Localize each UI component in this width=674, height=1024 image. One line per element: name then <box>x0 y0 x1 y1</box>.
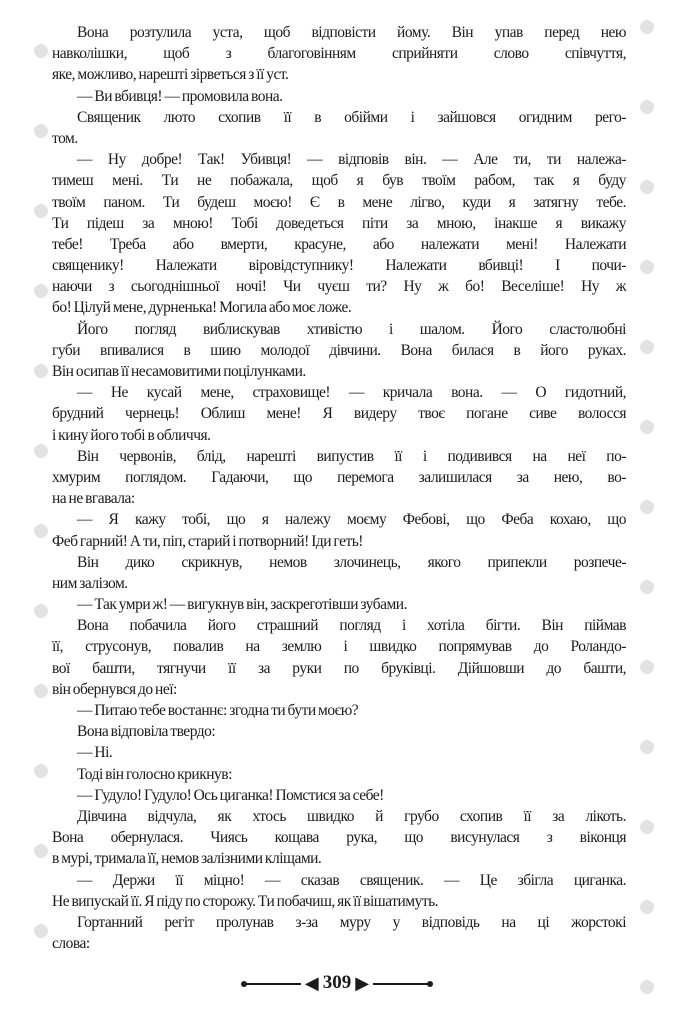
text-line: Не випускай її. Я піду по сторожу. Ти побачиш, як її вішатимуть. <box>52 892 439 910</box>
watermark-logo-icon <box>640 420 654 434</box>
watermark-logo-icon <box>34 924 48 938</box>
text-line: брудний чернець! Облиш мене! Я видеру твоє погане сиве волосся <box>52 405 626 423</box>
text-line: Його погляд виблискував хтивістю і шалом. Його сластолюбні <box>77 320 626 338</box>
page-number: 309 <box>322 972 352 993</box>
text-line: тебе! Треба або вмерти, красуне, або належати мені! Належати <box>52 235 626 253</box>
ornament-line-right <box>373 983 431 985</box>
text-line: наючи з сьогоднішньої ночі! Чи чуєш ти? Ну ж бо! Веселіше! Ну ж <box>52 278 626 296</box>
watermark-logo-icon <box>640 260 654 274</box>
text-line: Він осипав її несамовитими поцілунками. <box>52 363 306 380</box>
watermark-logo-icon <box>34 204 48 218</box>
ornament-arrow-left-icon: ◀ <box>304 973 319 994</box>
text-line: Він дико скрикнув, немов злочинець, якого припекли розпече- <box>77 553 626 571</box>
body-text <box>52 22 626 954</box>
watermark-logo-icon <box>34 284 48 298</box>
text-line: Гортанний регіт пролунав з-за муру у відповідь на ці жорстокі <box>77 913 626 931</box>
watermark-logo-icon <box>640 900 654 914</box>
watermark-logo-icon <box>640 100 654 114</box>
text-line: і кину його тобі в обличчя. <box>52 426 211 444</box>
text-line: — Гудуло! Гудуло! Ось циганка! Помстися за себе! <box>77 786 384 804</box>
text-line: Священик люто схопив її в обійми і зайшовся огидним рего- <box>77 108 626 126</box>
watermark-logo-icon <box>640 500 654 514</box>
text-line: том. <box>52 129 78 147</box>
watermark-logo-icon <box>34 524 48 538</box>
watermark-logo-icon <box>640 340 654 354</box>
text-line: — Так умри ж! — вигукнув він, заскреготівши зубами. <box>77 596 407 614</box>
text-line: на не вгавала: <box>52 490 135 508</box>
text-line: Вона відповіла твердо: <box>77 723 216 741</box>
text-line: яке, можливо, нарешті зірветься з її уст. <box>52 66 289 84</box>
text-line: Дівчина відчула, як хтось швидко й грубо схопив її за лікоть. <box>77 807 626 825</box>
watermark-logo-icon <box>640 660 654 674</box>
watermark-logo-icon <box>640 20 654 34</box>
text-line: — Питаю тебе востаннє: згодна ти бути моєю? <box>77 702 359 719</box>
text-line: — Не кусай мене, страховище! — кричала вона. — О гидотний, <box>77 384 626 402</box>
text-line: хмурим поглядом. Гадаючи, що перемога залишилася за нею, во- <box>52 468 626 486</box>
watermark-logo-icon <box>34 444 48 458</box>
text-line: Феб гарний! А ти, піп, старий і потворний! Іди геть! <box>52 532 363 550</box>
text-line: губи впивалися в шию молодої дівчини. Вона билася в його руках. <box>52 341 626 359</box>
watermark-logo-icon <box>34 764 48 778</box>
watermark-logo-icon <box>640 180 654 194</box>
text-line: — Я кажу тобі, що я належу моєму Фебові, що Феба кохаю, що <box>77 511 626 529</box>
watermark-logo-icon <box>34 684 48 698</box>
text-line: навколішки, щоб з благоговінням сприйняти слово співчуття, <box>52 45 626 63</box>
text-line: слова: <box>52 935 90 953</box>
page-number-footer <box>0 972 674 994</box>
watermark-logo-icon <box>640 740 654 754</box>
watermark-logo-icon <box>34 604 48 618</box>
text-line: — Держи її міцно! — сказав священик. — Це збігла циганка. <box>77 871 626 889</box>
text-line: — Ви вбивця! — промовила вона. <box>77 87 283 105</box>
text-line: бо! Цілуй мене, дурненька! Могила або моє ложе. <box>52 299 352 317</box>
watermark-logo-icon <box>640 580 654 594</box>
text-line: Вона побачила його страшний погляд і хотіла бігти. Він піймав <box>77 617 626 635</box>
ornament-line-left <box>243 983 301 985</box>
text-line: вої башти, тягнучи її за руки по бруківці. Дійшовши до башти, <box>52 659 626 677</box>
watermark-logo-icon <box>34 844 48 858</box>
text-line: Тоді він голосно крикнув: <box>77 765 232 783</box>
text-line: священику! Належати віровідступнику! Належати вбивці! І почи- <box>52 257 626 275</box>
watermark-logo-icon <box>34 124 48 138</box>
text-line: твоїм паном. Ти будеш моєю! Є в мене лігво, куди я затягну тебе. <box>52 193 626 211</box>
text-line: він обернувся до неї: <box>52 680 177 698</box>
ornament-arrow-right-icon: ▶ <box>355 973 370 994</box>
text-line: ним залізом. <box>52 574 128 592</box>
text-line: — Ну добре! Так! Убивця! — відповів він. — Але ти, ти належа- <box>77 151 626 169</box>
text-line: її, струсонув, повалив на землю і швидко попрямував до Роландо- <box>52 638 626 656</box>
text-line: в мурі, тримала її, немов залізними кліщами. <box>52 850 322 868</box>
watermark-logo-icon <box>640 820 654 834</box>
text-line: — Ні. <box>77 744 113 762</box>
watermark-logo-icon <box>34 44 48 58</box>
watermark-logo-icon <box>34 364 48 378</box>
text-line: тимеш мені. Ти не побажала, щоб я був твоїм рабом, так я буду <box>52 172 626 190</box>
text-line: Вона розтулила уста, щоб відповісти йому. Він упав перед нею <box>77 24 626 41</box>
text-line: Ти підеш за мною! Тобі доведеться піти за мною, інакше я викажу <box>52 214 626 232</box>
text-line: Вона обернулася. Чиясь кощава рука, що висунулася з віконця <box>52 829 626 847</box>
text-line: Він червонів, блід, нарешті випустив її і подивився на неї по- <box>77 447 626 465</box>
